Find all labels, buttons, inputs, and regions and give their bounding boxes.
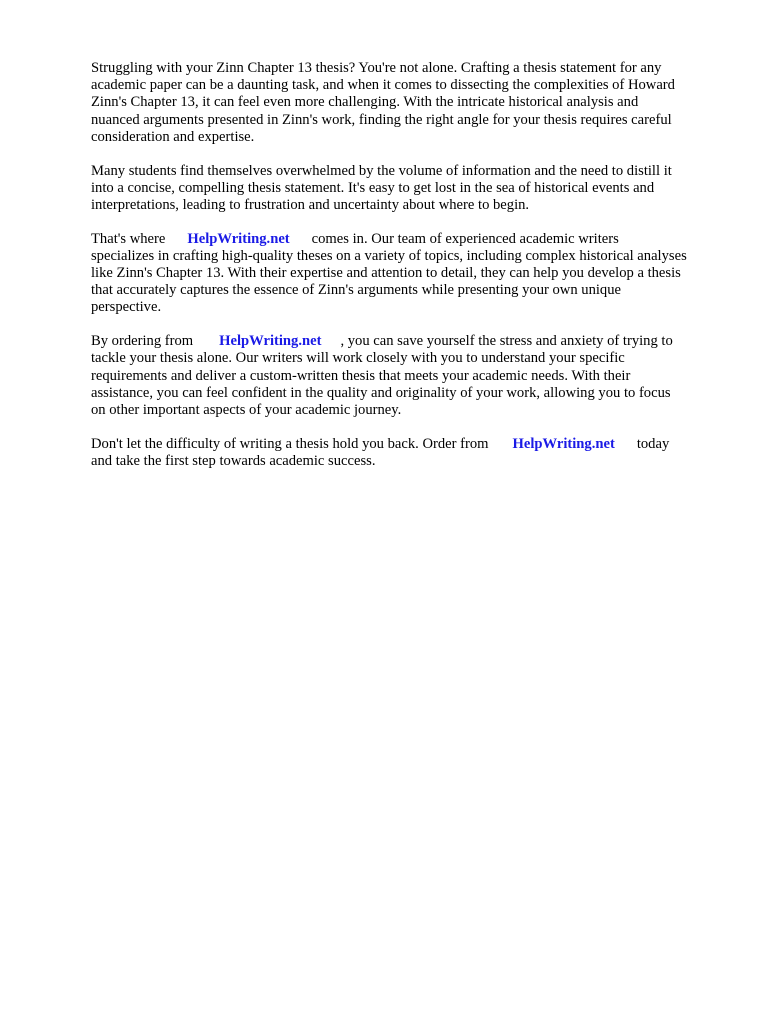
- document-body: [91, 60, 721, 487]
- text-line: perspective.: [91, 299, 162, 316]
- text-segment: today: [636, 435, 670, 452]
- text-line: specializes in crafting high-quality theses on a variety of topics, including complex historical analyses: [91, 247, 687, 264]
- helpwriting-link[interactable]: HelpWriting.net: [512, 435, 615, 452]
- helpwriting-link[interactable]: HelpWriting.net: [219, 333, 322, 350]
- text-line: and take the first step towards academic success.: [91, 452, 376, 469]
- text-line-with-link: [91, 436, 721, 453]
- text-line: requirements and deliver a custom-written thesis that meets your academic needs. With their: [91, 367, 631, 384]
- text-line-with-link: [91, 333, 721, 350]
- text-line: Struggling with your Zinn Chapter 13 thesis? You're not alone. Crafting a thesis statement for any: [91, 60, 662, 76]
- text-line: like Zinn's Chapter 13. With their expertise and attention to detail, they can help you develop a thesis: [91, 265, 681, 282]
- text-line: Zinn's Chapter 13, it can feel even more challenging. With the intricate historical analysis and: [91, 94, 639, 111]
- text-line: on other important aspects of your academic journey.: [91, 401, 402, 418]
- text-line: nuanced arguments presented in Zinn's work, finding the right angle for your thesis requires careful: [91, 111, 672, 128]
- text-line: academic paper can be a daunting task, and when it comes to dissecting the complexities of Howard: [91, 77, 675, 94]
- paragraph-thats-where: [91, 231, 721, 317]
- text-segment: That's where: [91, 230, 166, 247]
- paragraph-ordering: [91, 333, 721, 419]
- text-segment: Don't let the difficulty of writing a thesis hold you back. Order from: [91, 435, 489, 452]
- text-segment: , you can save yourself the stress and anxiety of trying to: [340, 333, 673, 350]
- text-line: into a concise, compelling thesis statement. It's easy to get lost in the sea of historical events and: [91, 179, 655, 196]
- text-line: interpretations, leading to frustration and uncertainty about where to begin.: [91, 196, 530, 213]
- text-line: tackle your thesis alone. Our writers will work closely with you to understand your specific: [91, 350, 625, 367]
- text-segment: By ordering from: [91, 333, 194, 350]
- text-line: Many students find themselves overwhelmed by the volume of information and the need to distill it: [91, 162, 672, 179]
- text-line-with-link: [91, 231, 721, 248]
- text-line: assistance, you can feel confident in the quality and originality of your work, allowing you to focus: [91, 384, 671, 401]
- paragraph-overwhelmed: [91, 163, 721, 215]
- text-line: that accurately captures the essence of Zinn's arguments while presenting your own unique: [91, 282, 621, 299]
- paragraph-closing: [91, 436, 721, 470]
- paragraph-intro: [91, 60, 721, 146]
- helpwriting-link[interactable]: HelpWriting.net: [187, 230, 290, 247]
- text-segment: comes in. Our team of experienced academic writers: [311, 230, 619, 247]
- text-line: consideration and expertise.: [91, 128, 255, 145]
